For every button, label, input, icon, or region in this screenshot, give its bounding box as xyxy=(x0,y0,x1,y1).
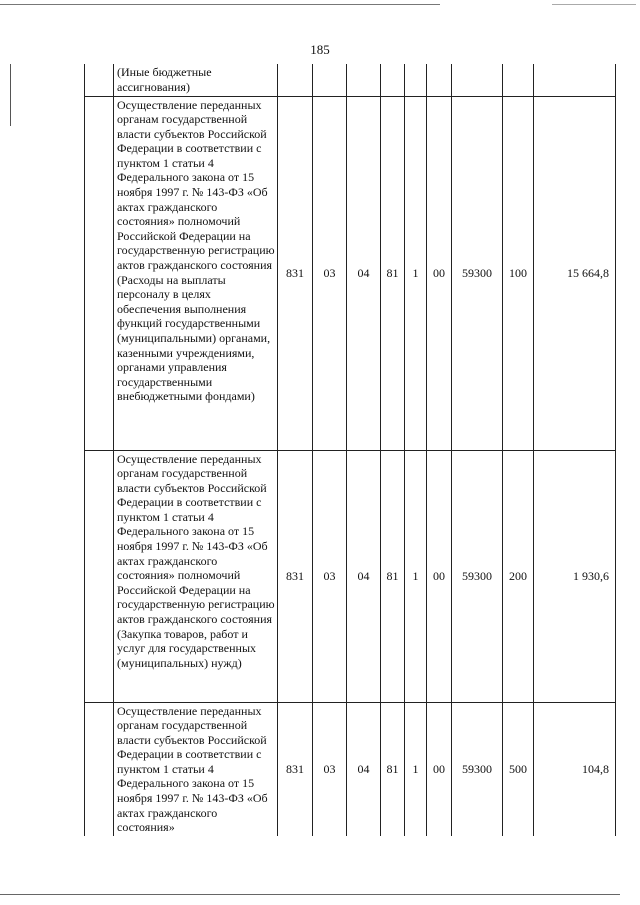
table-row xyxy=(85,64,616,96)
amount-cell: 104,8 xyxy=(534,702,616,836)
code-cell: 831 xyxy=(278,702,313,836)
code-cell: 500 xyxy=(503,702,534,836)
description-cell: Осуществление переданных органам государственной власти субъектов Российской Федерации в соответствии с пунктом 1 статьи 4 Федерального закона от 15 ноября 1997 г. № 143-ФЗ «Об актах гражданского состояния» полномочий Российской Федерации на государственную регистрацию актов гражданского состояния (Закупка товаров, работ и услуг для государственных (муниципальных) нужд) xyxy=(114,450,278,702)
amount-cell: 1 930,6 xyxy=(534,450,616,702)
code-cell: 81 xyxy=(381,702,405,836)
code-cell: 03 xyxy=(313,96,347,450)
top-rule xyxy=(0,4,440,5)
code-cell: 59300 xyxy=(452,450,503,702)
code-cell: 59300 xyxy=(452,96,503,450)
code-cell: 1 xyxy=(405,702,427,836)
code-cell: 1 xyxy=(405,450,427,702)
top-rule-right xyxy=(552,4,636,5)
description-cell: (Иные бюджетные ассигнования) xyxy=(114,64,278,96)
code-cell: 00 xyxy=(427,702,452,836)
code-cell xyxy=(452,64,503,96)
code-cell: 59300 xyxy=(452,702,503,836)
code-cell: 81 xyxy=(381,450,405,702)
code-cell xyxy=(381,64,405,96)
row-index-cell xyxy=(85,450,114,702)
page-number: 185 xyxy=(310,42,330,57)
code-cell: 00 xyxy=(427,96,452,450)
code-cell: 04 xyxy=(347,450,381,702)
code-cell xyxy=(427,64,452,96)
table-row xyxy=(85,450,616,702)
description-cell: Осуществление переданных органам государственной власти субъектов Российской Федерации в соответствии с пунктом 1 статьи 4 Федерального закона от 15 ноября 1997 г. № 143-ФЗ «Об актах гражданского состояния» xyxy=(114,702,278,836)
amount-cell: 15 664,8 xyxy=(534,96,616,450)
code-cell xyxy=(405,64,427,96)
row-index-cell xyxy=(85,96,114,450)
bottom-rule xyxy=(0,894,620,895)
code-cell: 200 xyxy=(503,450,534,702)
margin-mark xyxy=(10,64,11,126)
amount-cell xyxy=(534,64,616,96)
row-index-cell xyxy=(85,64,114,96)
description-cell: Осуществление переданных органам государственной власти субъектов Российской Федерации в соответствии с пунктом 1 статьи 4 Федерального закона от 15 ноября 1997 г. № 143-ФЗ «Об актах гражданского состояния» полномочий Российской Федерации на государственную регистрацию актов гражданского состояния (Расходы на выплаты персоналу в целях обеспечения выполнения функций государственными (муниципальными) органами, казенными учреждениями, органами управления государственными внебюджетными фондами) xyxy=(114,96,278,450)
code-cell: 00 xyxy=(427,450,452,702)
code-cell xyxy=(313,64,347,96)
code-cell: 831 xyxy=(278,96,313,450)
code-cell: 1 xyxy=(405,96,427,450)
code-cell xyxy=(503,64,534,96)
table-row xyxy=(85,96,616,450)
code-cell: 100 xyxy=(503,96,534,450)
table-row xyxy=(85,702,616,836)
budget-table xyxy=(84,64,616,836)
code-cell xyxy=(347,64,381,96)
code-cell xyxy=(278,64,313,96)
code-cell: 04 xyxy=(347,96,381,450)
code-cell: 03 xyxy=(313,450,347,702)
row-index-cell xyxy=(85,702,114,836)
code-cell: 831 xyxy=(278,450,313,702)
code-cell: 04 xyxy=(347,702,381,836)
code-cell: 81 xyxy=(381,96,405,450)
code-cell: 03 xyxy=(313,702,347,836)
